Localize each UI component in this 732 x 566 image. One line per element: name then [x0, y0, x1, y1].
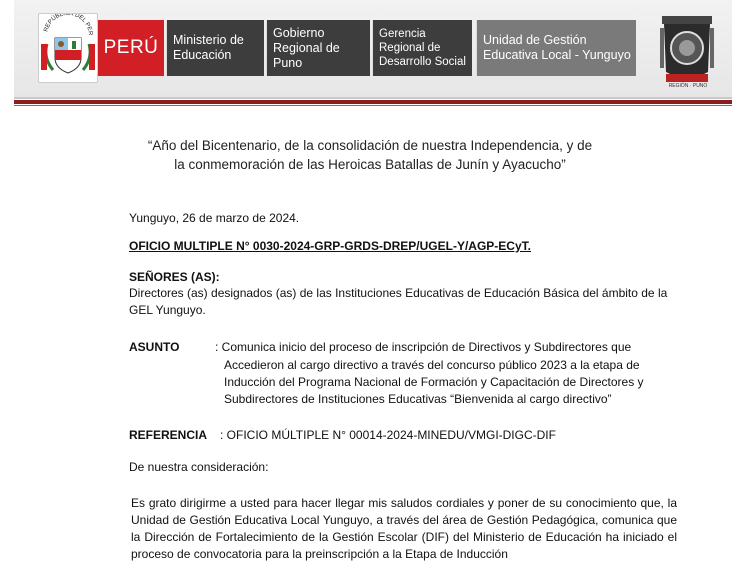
subject-text: : Comunica inicio del proceso de inscripción de Directivos y Subdirectores que [215, 340, 632, 354]
greeting: De nuestra consideración: [129, 460, 269, 474]
ugel-box [476, 20, 636, 76]
svg-text:REPÚBLICA DEL PERÚ: REPÚBLICA DEL PER [43, 14, 94, 36]
motto-line-2: la conmemoración de las Heroicas Batallas de Junín y Ayacucho” [174, 157, 566, 172]
subject-label: ASUNTO [129, 340, 180, 354]
puno-region-logo-icon [658, 10, 716, 92]
letterhead-divider [14, 100, 732, 104]
peru-brand-box [98, 20, 164, 76]
peru-coat-of-arms-icon [38, 13, 98, 83]
region-logo-caption: REGIÓN · PUNO [668, 83, 708, 89]
regional-management-label: Gerencia Regional de Desarrollo Social [379, 28, 466, 68]
peru-label: PERÚ [103, 37, 159, 58]
year-motto [130, 136, 610, 174]
body-paragraph: Es grato dirigirme a usted para hacer llegar mis saludos cordiales y poner de su conocimiento que, la Unidad de Gestión Educativa Local Yunguyo, a través del área de Gestión Pedagógica, comunica que la Dirección de Fortalecimiento de la Gestión Escolar (DIF) del Ministerio de Educación ha iniciado el proceso de convocatoria para la preinscripción a la Etapa de Inducción [131, 496, 677, 561]
recipients-text: Directores (as) designados (as) de las Instituciones Educativas de Educación Básica del ámbito de la GEL Yunguyo. [129, 286, 668, 317]
ministry-label: Ministerio de Educación [173, 33, 244, 62]
recipients-label: SEÑORES (AS): [129, 270, 220, 284]
regional-government-box [266, 20, 370, 76]
motto-line-1: “Año del Bicentenario, de la consolidación de nuestra Independencia, y de [147, 138, 593, 153]
letter-date: Yunguyo, 26 de marzo de 2024. [129, 211, 300, 225]
oficio-number: OFICIO MULTIPLE N° 0030-2024-GRP-GRDS-DREP/UGEL-Y/AGP-ECyT. [129, 239, 531, 253]
regional-government-label: Gobierno Regional de Puno [273, 25, 340, 70]
reference-text: : OFICIO MÚLTIPLE N° 00014-2024-MINEDU/VMGI-DIGC-DIF [220, 428, 556, 442]
regional-management-box [372, 20, 472, 76]
ugel-label: Unidad de Gestión Educativa Local - Yunguyo [483, 33, 631, 62]
ministry-box [166, 20, 264, 76]
reference-label: REFERENCIA [129, 428, 208, 442]
letterhead-divider-thin [14, 105, 732, 106]
subject-continuation: Accedieron al cargo directivo a través del concurso público 2023 a la etapa de Inducción del Programa Nacional de Formación y Capacitación de Directores y Subdirectores de Instituciones Educativas “Bienvenida al cargo directivo” [224, 358, 644, 406]
